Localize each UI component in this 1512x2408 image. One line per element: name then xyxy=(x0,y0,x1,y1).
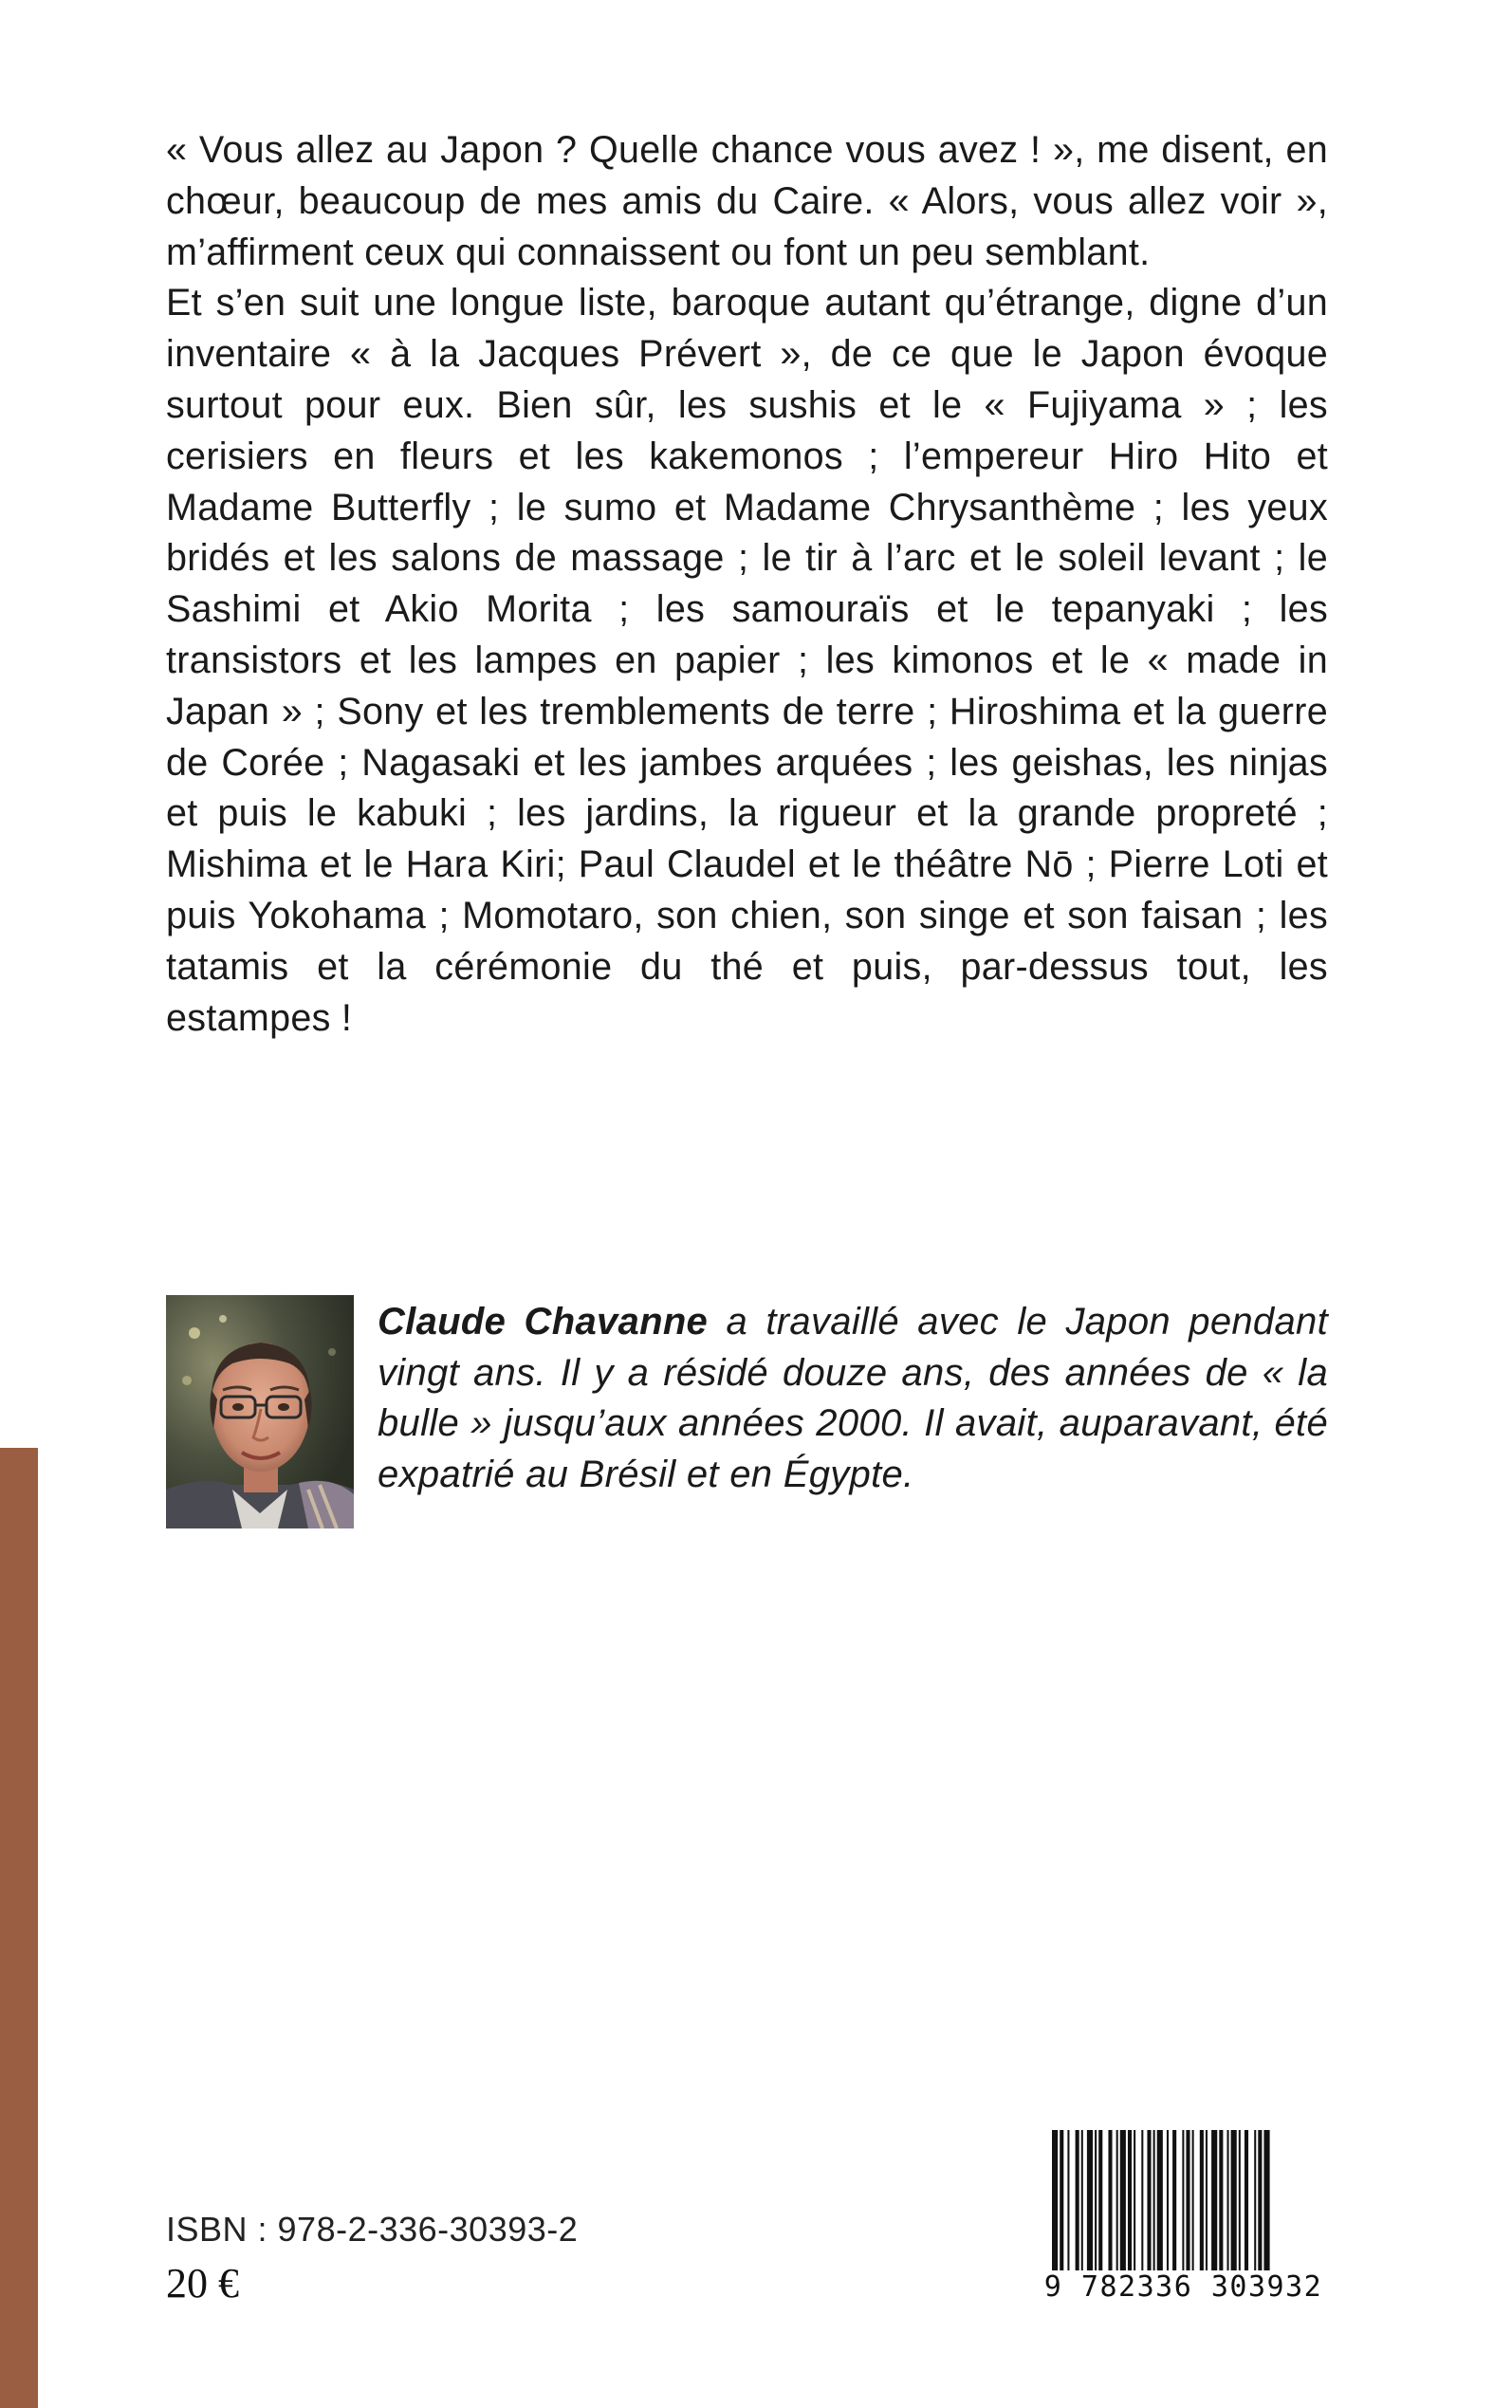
barcode-bar xyxy=(1239,2130,1241,2282)
barcode-bar xyxy=(1147,2130,1151,2282)
barcode-bar xyxy=(1200,2130,1204,2282)
barcode-bar xyxy=(1060,2130,1063,2282)
barcode-bar xyxy=(1141,2130,1143,2282)
barcode-bar xyxy=(1076,2130,1079,2282)
barcode-digits: 9 782336 303932 xyxy=(1039,2270,1328,2304)
barcode-bar xyxy=(1186,2130,1189,2282)
barcode-bar xyxy=(1128,2130,1132,2282)
barcode-bar xyxy=(1116,2130,1118,2282)
barcode xyxy=(1039,2130,1328,2329)
barcode-bar xyxy=(1254,2130,1256,2282)
barcode-bar xyxy=(1120,2130,1126,2282)
barcode-bar xyxy=(1263,2130,1269,2282)
barcode-bar xyxy=(1172,2130,1176,2282)
barcode-bar xyxy=(1219,2130,1223,2282)
barcode-bars xyxy=(1039,2130,1328,2282)
barcode-bar xyxy=(1157,2130,1163,2282)
barcode-bar xyxy=(1211,2130,1217,2282)
barcode-bar xyxy=(1081,2130,1083,2282)
author-bio-text: a travaillé avec le Japon pendant vingt ans. Il y a résidé douze ans, des années de « la bulle » jusqu’aux années 2000. Il avait, auparavant, été expatrié au Brésil et en Égypte. xyxy=(378,1301,1328,1495)
author-name: Claude Chavanne xyxy=(378,1301,709,1343)
barcode-bar xyxy=(1052,2130,1058,2282)
author-bio xyxy=(378,1297,1328,1500)
barcode-bar xyxy=(1153,2130,1155,2282)
isbn-number: ISBN : 978-2-336-30393-2 xyxy=(166,2210,579,2249)
barcode-bar xyxy=(1258,2130,1262,2282)
spine-color-bar xyxy=(0,1448,38,2408)
price: 20 € xyxy=(166,2260,239,2306)
barcode-bar xyxy=(1087,2130,1093,2282)
barcode-bar xyxy=(1245,2130,1248,2282)
barcode-bar xyxy=(1098,2130,1102,2282)
barcode-bar xyxy=(1231,2130,1237,2282)
barcode-bar xyxy=(1182,2130,1184,2282)
blurb-paragraph-1: « Vous allez au Japon ? Quelle chance vous avez ! », me disent, en chœur, beaucoup de mes amis du Caire. « Alors, vous allez voir », m’affirment ceux qui connaissent ou font un peu semblant. xyxy=(166,129,1328,273)
barcode-bar xyxy=(1206,2130,1208,2282)
barcode-bar xyxy=(1227,2130,1229,2282)
barcode-bar xyxy=(1192,2130,1194,2282)
barcode-bar xyxy=(1167,2130,1169,2282)
author-photo xyxy=(166,1295,354,1528)
barcode-bar xyxy=(1067,2130,1069,2282)
barcode-bar xyxy=(1134,2130,1135,2282)
back-cover-blurb xyxy=(166,125,1328,1044)
barcode-bar xyxy=(1108,2130,1112,2282)
barcode-bar xyxy=(1095,2130,1097,2282)
blurb-paragraph-2: Et s’en suit une longue liste, baroque autant qu’étrange, digne d’un inventaire « à la Jacques Prévert », de ce que le Japon évoque surtout pour eux. Bien sûr, les sushis et le « Fujiyama » ; les cerisiers en fleurs et les kakemonos ; l’empereur Hiro Hito et Madame Butterfly ; le sumo et Madame Chrysanthème ; les yeux bridés et les salons de massage ; le tir à l’arc et le soleil levant ; le Sashimi et Akio Morita ; les samouraïs et le tepanyaki ; les transistors et les lampes en papier ; les kimonos et le « made in Japan » ; Sony et les tremblements de terre ; Hiroshima et la guerre de Corée ; Nagasaki et les jambes arquées ; les geishas, les ninjas et puis le kabuki ; les jardins, la rigueur et la grande propreté ; Mishima et le Hara Kiri; Paul Claudel et le théâtre Nō ; Pierre Loti et puis Yokohama ; Momotaro, son chien, son singe et son faisan ; les tatamis et la cérémonie du thé et puis, par-dessus tout, les estampes ! xyxy=(166,282,1328,1039)
